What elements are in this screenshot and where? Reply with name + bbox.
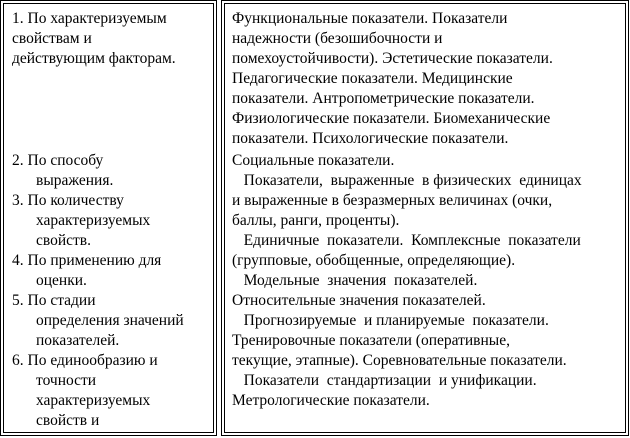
indicator-line-12: Единичные показатели. Комплексные показатели bbox=[232, 232, 581, 249]
criterion-4-line-1: 4. По применению для bbox=[12, 252, 162, 269]
indicators-column bbox=[224, 3, 626, 433]
indicator-line-6: Физиологические показатели. Биомеханические bbox=[232, 110, 551, 127]
criterion-4-line-2: оценки. bbox=[36, 272, 87, 289]
criterion-2-line-1: 2. По способу bbox=[12, 152, 104, 169]
indicator-line-10: и выраженные в безразмерных величинах (очки, bbox=[232, 192, 553, 209]
criterion-6-line-3: характеризуемых bbox=[36, 392, 151, 409]
indicator-line-16: Прогнозируемые и планируемые показатели. bbox=[232, 312, 549, 329]
criterion-6-line-2: точности bbox=[36, 372, 97, 389]
criterion-1-line-1: 1. По характеризуемым bbox=[12, 10, 167, 27]
indicator-line-4: Педагогические показатели. Медицинские bbox=[232, 70, 513, 87]
criterion-1-line-3: действующим факторам. bbox=[12, 50, 176, 67]
indicator-line-14: Модельные значения показателей. bbox=[232, 272, 478, 289]
criterion-5-line-3: показателей. bbox=[36, 332, 120, 349]
criterion-6-line-1: 6. По единообразию и bbox=[12, 352, 158, 369]
indicator-line-7: показатели. Психологические показатели. bbox=[232, 130, 509, 147]
indicator-line-20: Метрологические показатели. bbox=[232, 392, 430, 409]
criterion-6-line-4: свойств и bbox=[36, 412, 100, 429]
indicator-line-5: показатели. Антропометрические показатели. bbox=[232, 90, 535, 107]
indicator-line-8: Социальные показатели. bbox=[232, 152, 395, 169]
indicator-line-15: Относительные значения показателей. bbox=[232, 292, 486, 309]
indicator-line-13: (групповые, обобщенные, определяющие). bbox=[232, 252, 516, 269]
indicator-line-2: надежности (безошибочности и bbox=[232, 30, 443, 47]
criteria-column bbox=[3, 3, 214, 433]
criterion-3-line-1: 3. По количеству bbox=[12, 192, 124, 209]
indicator-line-1: Функциональные показатели. Показатели bbox=[232, 10, 508, 27]
criterion-3-line-3: свойств. bbox=[36, 232, 91, 249]
criterion-1-line-2: свойствам и bbox=[12, 30, 92, 47]
indicator-line-17: Тренировочные показатели (оперативные, bbox=[232, 332, 510, 349]
criterion-2-line-2: выражения. bbox=[36, 172, 114, 189]
criterion-5-line-1: 5. По стадии bbox=[12, 292, 96, 309]
indicator-line-9: Показатели, выраженные в физических единицах bbox=[232, 172, 582, 189]
indicator-line-3: помехоустойчивости). Эстетические показатели. bbox=[232, 50, 553, 67]
criterion-5-line-2: определения значений bbox=[36, 312, 184, 329]
criterion-3-line-2: характеризуемых bbox=[36, 212, 151, 229]
indicator-line-11: баллы, ранги, проценты). bbox=[232, 212, 400, 229]
indicator-line-18: текущие, этапные). Соревновательные показатели. bbox=[232, 352, 567, 369]
indicator-line-19: Показатели стандартизации и унификации. bbox=[232, 372, 537, 389]
